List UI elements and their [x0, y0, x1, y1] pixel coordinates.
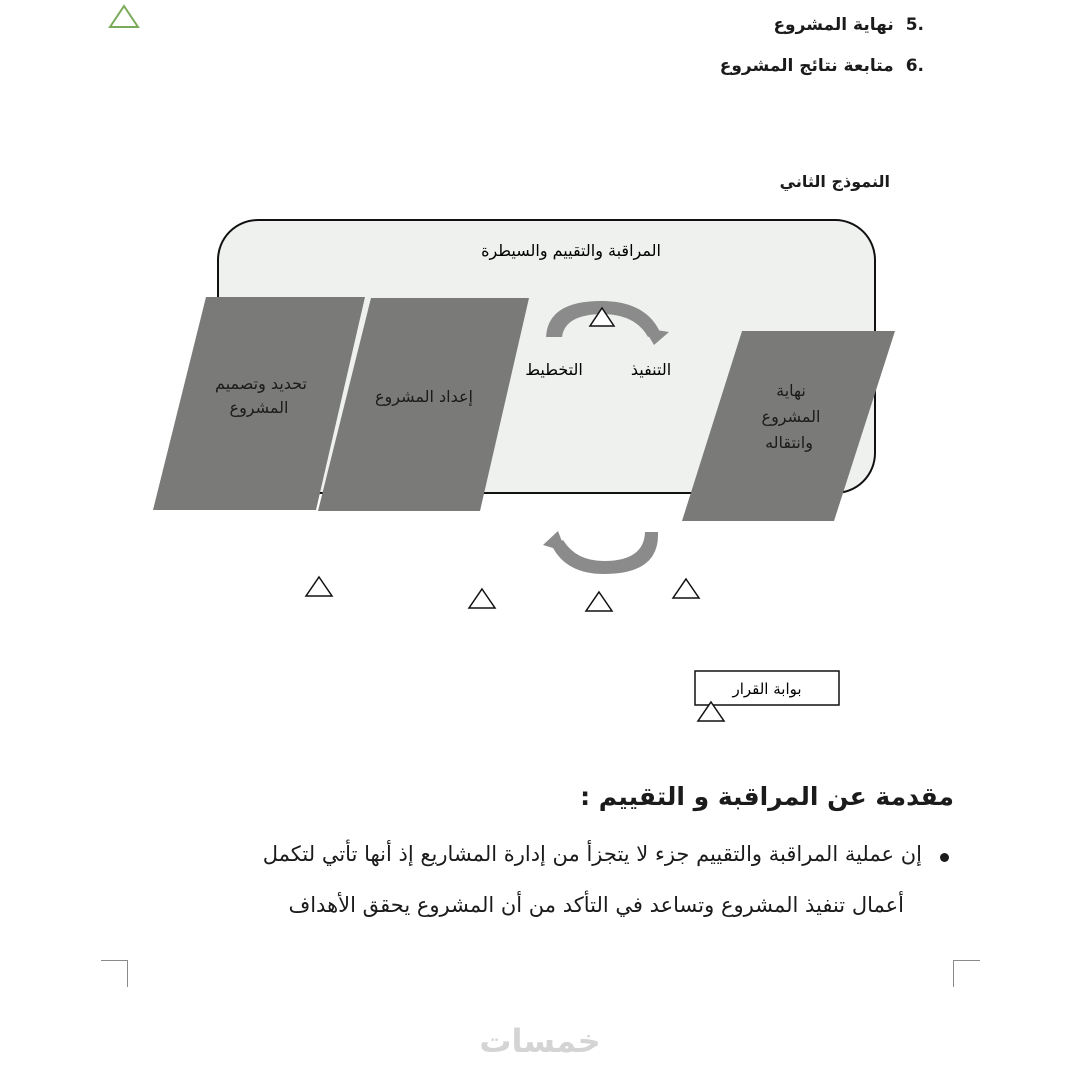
stage-close-label-line3: وانتقاله [765, 433, 813, 452]
page-corner-mark-left [101, 960, 128, 987]
stage-prepare-label: إعداد المشروع [375, 387, 473, 406]
watermark-logo: خمسات [479, 1022, 601, 1060]
paragraph-line-2: أعمال تنفيذ المشروع وتساعد في التأكد من أن المشروع يحقق الأهداف [288, 893, 904, 917]
stage-close-label-line2: المشروع [761, 407, 821, 426]
triangle-marker-icon [306, 577, 332, 596]
stage-define-label-line2: المشروع [229, 398, 289, 417]
list-number: 5. [905, 15, 924, 35]
monitoring-box-title: المراقبة والتقييم والسيطرة [481, 241, 661, 260]
bullet-dot [940, 853, 949, 862]
triangle-marker-icon [586, 592, 612, 611]
stage-define-label-line1: تحديد وتصميم [215, 374, 307, 393]
list-text: متابعة نتائج المشروع [719, 56, 894, 76]
planning-label: التخطيط [525, 360, 583, 379]
page-corner-mark-right [953, 960, 980, 987]
decision-gate-label: بوابة القرار [732, 680, 802, 698]
paragraph-line-1: إن عملية المراقبة والتقييم جزء لا يتجزأ من إدارة المشاريع إذ أنها تأتي لتكمل [262, 842, 922, 866]
section-heading: مقدمة عن المراقبة و التقييم : [580, 782, 954, 811]
curved-arrow-bottom [552, 532, 658, 574]
stage-close-label-line1: نهاية [776, 381, 806, 400]
triangle-marker-icon [469, 589, 495, 608]
triangle-marker-icon [673, 579, 699, 598]
model-title: النموذج الثاني [779, 172, 890, 191]
execution-label: التنفيذ [630, 360, 672, 379]
list-text: نهاية المشروع [773, 15, 894, 35]
list-number: 6. [905, 56, 924, 76]
